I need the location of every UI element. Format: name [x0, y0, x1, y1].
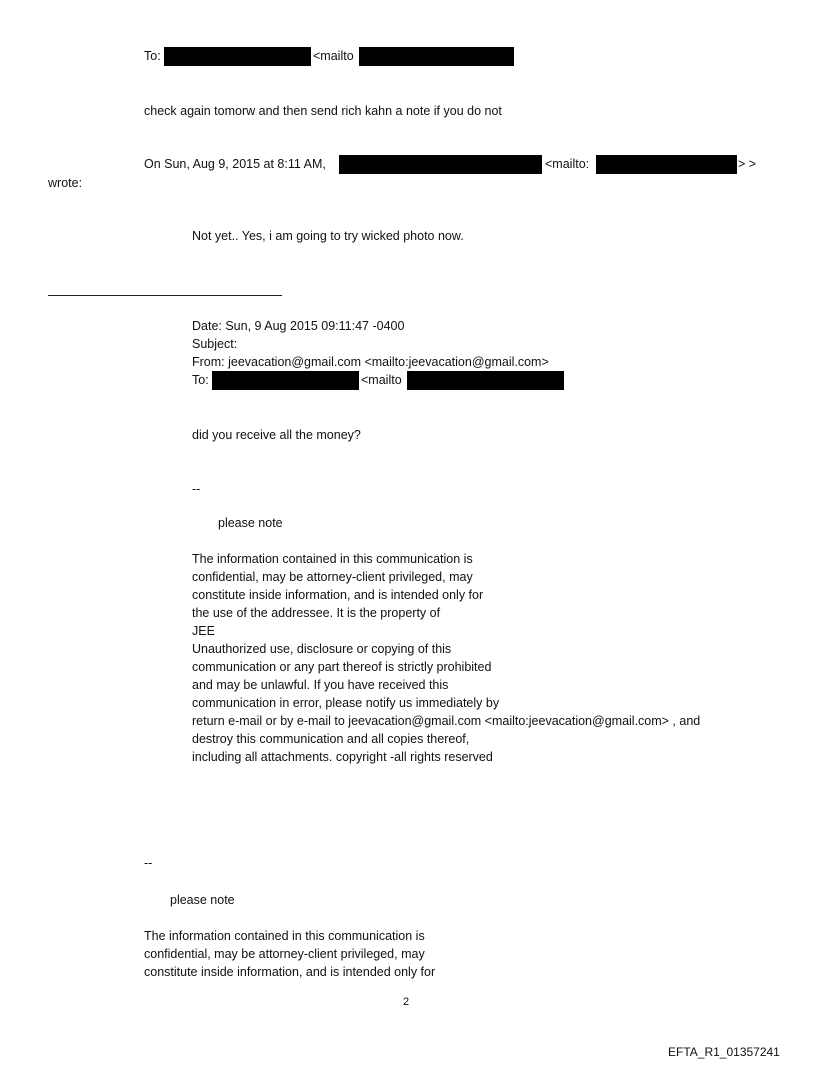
forwarded-date: Date: Sun, 9 Aug 2015 09:11:47 -0400	[192, 319, 405, 333]
forwarded-disclaimer-line: and may be unlawful. If you have received this	[192, 678, 449, 692]
reply-body: Not yet.. Yes, i am going to try wicked photo now.	[192, 229, 464, 243]
forwarded-signature-dash: --	[192, 482, 201, 496]
quote-intro-tail: > >	[738, 157, 757, 171]
forwarded-body: did you receive all the money?	[192, 428, 361, 442]
forwarded-disclaimer-line: confidential, may be attorney-client privileged, may	[192, 570, 473, 584]
forwarded-disclaimer-line: including all attachments. copyright -all rights reserved	[192, 750, 493, 764]
header-divider	[48, 295, 282, 296]
page-number: 2	[403, 996, 410, 1008]
quote-intro-date: On Sun, Aug 9, 2015 at 8:11 AM,	[144, 157, 326, 171]
signature-disclaimer-line: The information contained in this communication is	[144, 929, 425, 943]
redacted-forwarded-recipient-email	[407, 371, 564, 390]
forwarded-disclaimer-line: Unauthorized use, disclosure or copying of this	[192, 642, 452, 656]
forwarded-disclaimer-line: return e-mail or by e-mail to jeevacation@gmail.com <mailto:jeevacation@gmail.com> , and	[192, 714, 701, 728]
quote-intro-wrote: wrote:	[48, 176, 83, 190]
signature-disclaimer-line: confidential, may be attorney-client privileged, may	[144, 947, 425, 961]
forwarded-please-note: please note	[218, 516, 283, 530]
forwarded-disclaimer-line: communication or any part thereof is strictly prohibited	[192, 660, 492, 674]
redacted-recipient-name	[164, 47, 311, 66]
to-label: To:	[144, 49, 161, 63]
forwarded-subject: Subject:	[192, 337, 238, 351]
signature-dash: --	[144, 856, 153, 870]
forwarded-disclaimer-line: JEE	[192, 624, 215, 638]
forwarded-from: From: jeevacation@gmail.com <mailto:jeevacation@gmail.com>	[192, 355, 549, 369]
forwarded-to-label: To:	[192, 373, 209, 387]
bates-number: EFTA_R1_01357241	[668, 1045, 780, 1059]
signature-please-note: please note	[170, 893, 235, 907]
redacted-sender-name	[339, 155, 542, 174]
message-body: check again tomorw and then send rich kahn a note if you do not	[144, 104, 502, 118]
forwarded-to-mailto: <mailto	[361, 373, 402, 387]
signature-disclaimer-line: constitute inside information, and is intended only for	[144, 965, 436, 979]
forwarded-disclaimer-line: the use of the addressee. It is the property of	[192, 606, 441, 620]
redacted-forwarded-recipient-name	[212, 371, 359, 390]
redacted-sender-email	[596, 155, 737, 174]
forwarded-disclaimer-line: communication in error, please notify us immediately by	[192, 696, 500, 710]
to-mailto-text: <mailto	[313, 49, 354, 63]
forwarded-disclaimer-line: destroy this communication and all copies thereof,	[192, 732, 470, 746]
forwarded-disclaimer-line: constitute inside information, and is intended only for	[192, 588, 484, 602]
forwarded-disclaimer-line: The information contained in this communication is	[192, 552, 473, 566]
quote-intro-mailto: <mailto:	[545, 157, 590, 171]
redacted-recipient-email	[359, 47, 514, 66]
